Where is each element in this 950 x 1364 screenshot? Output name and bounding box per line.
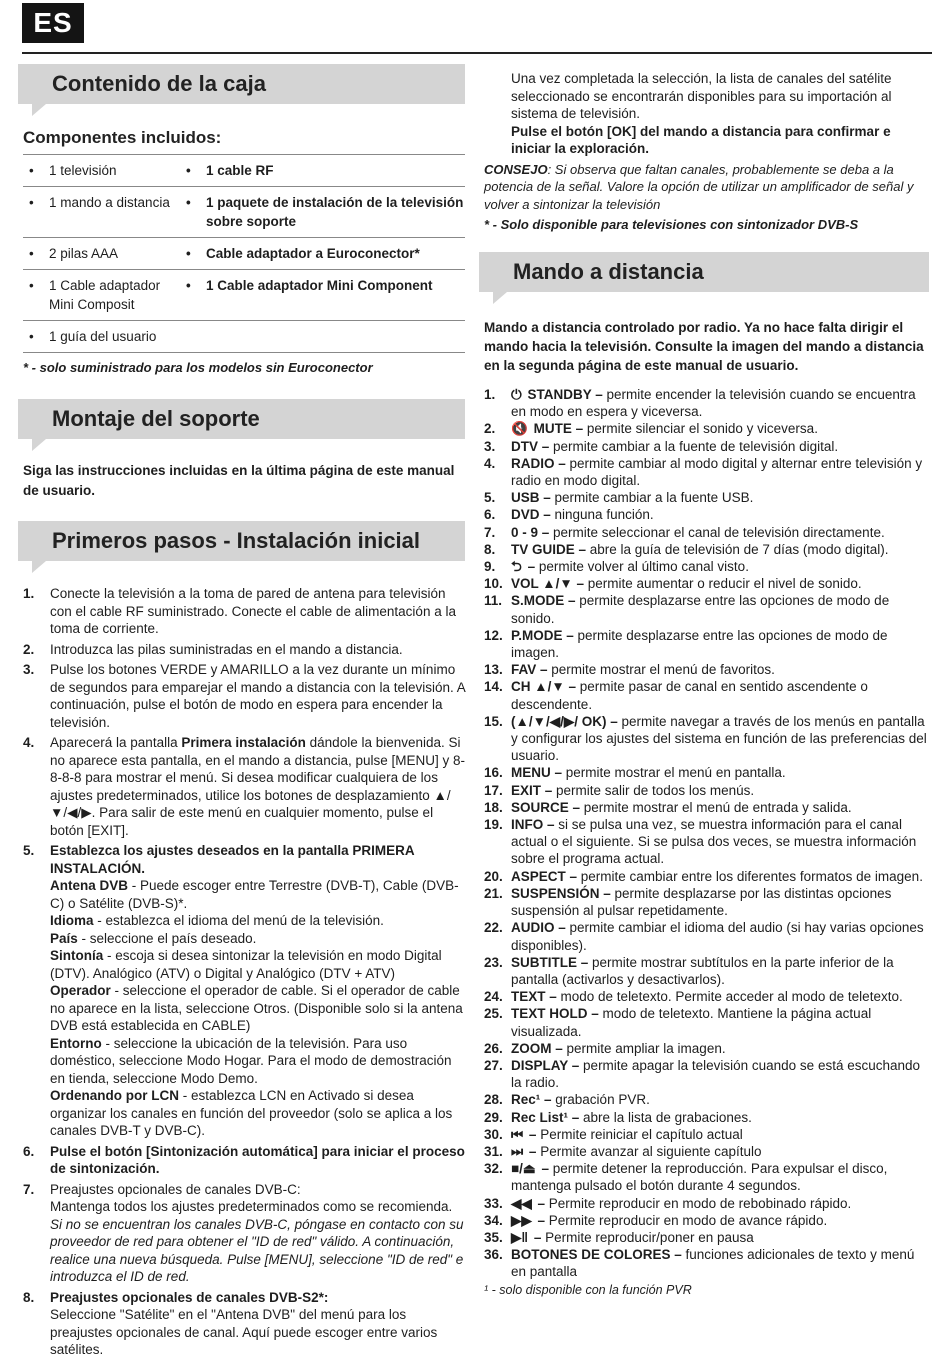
list-item <box>479 1091 929 1108</box>
list-item: 7. Preajustes opcionales de canales DVB-C: Mantenga todos los ajustes predeterminados como se recomienda. Si no se encuentran los canales DVB-C, póngase en contacto con su proveedor de red para obtener el "ID de red" válido. A continuación, realice una nueva búsqueda. Pulse [MENU], seleccione "ID de red" e introduzca el ID de red. <box>23 1181 464 1284</box>
button-description: permite desplazarse entre las opciones de modo de sonido. <box>511 593 890 626</box>
button-label: – <box>528 1143 537 1159</box>
satellite-continued-text: Una vez completada la selección, la lista de canales del satélite seleccionado se encontrarán disponibles para su importación al sistema de televisión. <box>511 71 892 121</box>
components-footnote: * - solo suministrado para los modelos sin Euroconector <box>23 360 373 375</box>
item-number: 36. <box>484 1247 503 1263</box>
button-label: ZOOM – <box>511 1040 563 1056</box>
button-description: permite desplazarse por las distintas opciones suspensión al pulsar repetidamente. <box>511 885 892 919</box>
item-number: 2. <box>484 421 496 437</box>
remote-button-list <box>479 386 929 1281</box>
list-item: 4. Aparecerá la pantalla Primera instalación dándole la bienvenida. Si no aparece esta pantalla, en el mando a distancia, pulse [MENU] y 8-8-8-8 para mostrar el menú. Si desea modificar cualquiera de los ajustes predeterminados, utilice los botones de desplazamiento ▲/▼/◀/▶. Para salir de este menú en cualquier momento, pulse el botón [EXIT]. <box>23 735 465 838</box>
item-number: 20. <box>484 868 503 884</box>
remote-button-icon: ▶▶ <box>511 1212 532 1228</box>
list-item <box>479 1126 929 1143</box>
list-item <box>479 954 929 988</box>
item-number: 33. <box>484 1195 503 1211</box>
list-item <box>479 1195 929 1212</box>
button-label: VOL ▲/▼ – <box>511 576 584 592</box>
section-title: Primeros pasos - Instalación inicial <box>52 528 421 553</box>
remote-button-icon: 🔇 <box>511 421 528 437</box>
button-label: Rec List¹ – <box>511 1109 580 1125</box>
item-number: 18. <box>484 799 503 815</box>
item-number: 5. <box>484 490 496 506</box>
list-item: 8. Preajustes opcionales de canales DVB-S2*: Seleccione "Satélite" en el "Antena DVB" del menú para los preajustes opcionales de canal. Aquí puede escoger entre varios satélites. <box>23 1289 438 1357</box>
button-description: permite cambiar a la fuente USB. <box>550 490 754 506</box>
button-description: Permite avanzar al siguiente capítulo <box>536 1143 762 1159</box>
button-description: permite cambiar el idioma del audio (si hay varias opciones disponibles). <box>511 920 924 953</box>
item-number: 27. <box>484 1057 503 1073</box>
button-description: permite cambiar entre los diferentes formatos de imagen. <box>577 868 923 884</box>
button-description: grabación PVR. <box>551 1092 650 1108</box>
bullet-icon: • <box>29 246 34 261</box>
button-description: permite salir de todos los menús. <box>552 782 755 798</box>
list-item: 5. Establezca los ajustes deseados en la pantalla PRIMERA INSTALACIÓN. Antena DVB - Puede escoger entre Terrestre (DVB-T), Cable (DVB-C) o Satélite (DVB-S)*. Idioma - establezca el idioma del menú de la televisión. País - seleccione el país deseado. Sintonía - escoja si desea sintonizar la televisión en modo Digital (DTV). Analógico (ATV) o Digital y Analógico (DTV + ATV) Operador - seleccione el operador de cable. Si el operador de cable no aparece en la lista, seleccione Otros. (Disponible solo si la antena DVB está establecida en CABLE) Entorno - seleccione la ubicación de la televisión. Para uso doméstico, seleccione Modo Hogar. Para el modo de demostración en tienda, seleccione Modo Demo. Ordenando por LCN - establezca LCN en Activado si desea organizar los canales en función del proveedor (solo se aplica a los canales DVB-T y DVB-C). <box>23 843 463 1138</box>
item-number: 23. <box>484 954 503 970</box>
button-label: INFO – <box>511 817 555 833</box>
right-column <box>479 70 929 1297</box>
item-number: 4. <box>484 455 496 471</box>
section-banner-setup <box>18 521 465 561</box>
list-item <box>479 541 929 558</box>
section-banner-stand <box>18 399 465 439</box>
list-item <box>479 489 929 506</box>
list-item <box>479 661 929 678</box>
button-description: permite mostrar el menú en pantalla. <box>562 765 786 781</box>
button-description: permite mostrar subtítulos en la parte inferior de la pantalla (activarlos y desactivarlos). <box>511 954 894 987</box>
table-row: • 1 mando a distancia • 1 paquete de instalación de la televisión sobre soporte <box>23 187 465 238</box>
button-label: ASPECT – <box>511 868 578 884</box>
button-description: permite cambiar al modo digital y alternar entre televisión y radio en modo digital. <box>511 455 923 489</box>
list-item <box>479 524 929 541</box>
list-item <box>479 919 929 953</box>
list-item <box>479 678 929 712</box>
bullet-icon: • <box>29 329 34 344</box>
button-label: (▲/▼/◀/▶/ OK) – <box>511 713 618 729</box>
item-number: 22. <box>484 920 503 936</box>
item-number: 26. <box>484 1040 503 1056</box>
button-label: SOURCE – <box>511 799 581 815</box>
button-label: – <box>541 1161 549 1177</box>
list-item <box>479 438 929 455</box>
section-title: Contenido de la caja <box>52 71 266 96</box>
button-description: permite seleccionar el canal de televisión directamente. <box>549 524 885 540</box>
button-label: Rec¹ – <box>511 1092 552 1108</box>
list-item <box>479 1005 929 1039</box>
item-number: 16. <box>484 765 503 781</box>
button-label: AUDIO – <box>511 920 566 936</box>
item-number: 3. <box>484 438 496 454</box>
button-description: permite detener la reproducción. Para expulsar el disco, mantenga pulsado el botón durante 4 segundos. <box>511 1161 888 1194</box>
button-description: ninguna función. <box>550 507 654 523</box>
remote-button-icon: ⏮ <box>511 1126 524 1142</box>
list-item <box>479 799 929 816</box>
button-label: 0 - 9 – <box>511 524 550 540</box>
confirm-scan-text: Pulse el botón [OK] del mando a distancia para confirmar e iniciar la exploración. <box>511 123 891 156</box>
button-description: permite pasar de canal en sentido ascendente o descendente. <box>511 679 868 712</box>
item-number: 8. <box>484 541 496 557</box>
table-row: • 1 televisión • 1 cable RF <box>23 155 465 187</box>
list-item <box>479 1109 929 1126</box>
button-label: – <box>537 1212 546 1228</box>
button-description: permite mostrar el menú de entrada y salida. <box>580 799 852 815</box>
button-label: – <box>528 1126 537 1142</box>
button-description: permite apagar la televisión cuando se está escuchando la radio. <box>511 1057 921 1091</box>
bullet-icon: • <box>186 195 191 210</box>
item-number: 35. <box>484 1229 503 1245</box>
remote-button-icon: ⏭ <box>511 1143 524 1159</box>
list-item <box>479 782 929 799</box>
remote-button-icon: ⮌ <box>511 559 522 575</box>
list-item <box>479 1246 929 1280</box>
button-label: DVD – <box>511 507 551 523</box>
remote-button-icon: ■/⏏ <box>511 1161 536 1177</box>
item-number: 9. <box>484 559 496 575</box>
section-banner-box-contents <box>18 64 465 104</box>
tip-block: CONSEJO: Si observa que faltan canales, probablemente se deba a la potencia de la señal. Valore la opción de utilizar un amplificador de señal y volver a sintonizar la televisión <box>484 161 914 212</box>
button-description: Permite reproducir en modo de rebobinado rápido. <box>545 1195 852 1211</box>
list-item <box>479 455 929 489</box>
list-item: 1. Conecte la televisión a la toma de pared de antena para televisión con el cable RF suministrado. Conecte el cable de alimentación a la toma de corriente. <box>23 586 456 636</box>
item-number: 14. <box>484 679 503 695</box>
button-label: P.MODE – <box>511 627 574 643</box>
list-item <box>479 558 929 575</box>
table-row: • 2 pilas AAA • Cable adaptador a Euroconector* <box>23 238 465 270</box>
button-label: BOTONES DE COLORES – <box>511 1247 682 1263</box>
item-number: 13. <box>484 662 503 678</box>
list-item <box>479 627 929 661</box>
button-description: permite ampliar la imagen. <box>562 1040 726 1056</box>
item-number: 7. <box>484 524 496 540</box>
language-badge: ES <box>22 3 84 43</box>
item-number: 28. <box>484 1092 503 1108</box>
item-number: 34. <box>484 1212 503 1228</box>
list-item <box>479 506 929 523</box>
button-description: permite silenciar el sonido y viceversa. <box>583 421 818 437</box>
dvbs-note: * - Solo disponible para televisiones con sintonizador DVB-S <box>484 217 859 232</box>
bullet-icon: • <box>29 195 34 210</box>
bullet-icon: • <box>29 163 34 178</box>
button-label: SUSPENSIÓN – <box>511 885 611 901</box>
remote-button-icon: ◀◀ <box>511 1195 532 1211</box>
remote-intro: Mando a distancia controlado por radio. Ya no hace falta dirigir el mando hacia la televisión. Consulte la imagen del mando a distancia en la segunda página de este manual de usuario. <box>484 320 924 373</box>
remote-button-icon: ⏻ <box>511 387 522 402</box>
list-item <box>479 1040 929 1057</box>
button-label: TEXT – <box>511 989 557 1005</box>
list-item <box>479 988 929 1005</box>
list-item <box>479 713 929 765</box>
button-description: permite cambiar a la fuente de televisión digital. <box>549 438 839 454</box>
item-number: 15. <box>484 713 503 729</box>
button-label: STANDBY – <box>527 387 603 402</box>
button-label: MENU – <box>511 765 563 781</box>
button-description: funciones adicionales de texto y menú en pantalla <box>511 1247 915 1280</box>
item-number: 24. <box>484 989 503 1005</box>
button-description: Permite reiniciar el capítulo actual <box>536 1126 743 1142</box>
button-description: permite volver al último canal visto. <box>535 559 749 575</box>
list-item <box>479 1057 929 1091</box>
button-label: FAV – <box>511 662 548 678</box>
button-description: permite navegar a través de los menús en pantalla y configurar los ajustes del sistema en función de las preferencias del usuario. <box>511 713 927 764</box>
remote-button-icon: ▶‖ <box>511 1229 529 1245</box>
item-number: 29. <box>484 1109 503 1125</box>
bullet-icon: • <box>29 278 34 293</box>
item-number: 11. <box>484 593 503 609</box>
item-number: 1. <box>484 387 496 402</box>
button-description: abre la lista de grabaciones. <box>579 1109 752 1125</box>
list-item <box>479 885 929 919</box>
button-description: Permite reproducir en modo de avance rápido. <box>545 1212 828 1228</box>
section-title: Mando a distancia <box>513 259 704 284</box>
list-item <box>479 575 929 592</box>
list-item: 3. Pulse los botones VERDE y AMARILLO a la vez durante un mínimo de segundos para emparejar el mando a distancia con la televisión. A continuación, pulse el botón de modo en espera para encender la televisión. <box>23 662 466 730</box>
button-description: si se pulsa una vez, se muestra información para el canal actual o el siguiente. Si se pulsa dos veces, se muestra información sobre el programa actual. <box>511 817 917 867</box>
stand-instructions: Siga las instrucciones incluidas en la última página de este manual de usuario. <box>23 463 455 498</box>
item-number: 6. <box>484 507 496 523</box>
list-item <box>479 1229 929 1246</box>
button-label: S.MODE – <box>511 593 576 609</box>
button-label: SUBTITLE – <box>511 954 589 970</box>
list-item <box>479 592 929 626</box>
components-table <box>23 154 465 353</box>
item-number: 12. <box>484 627 503 643</box>
item-number: 10. <box>484 576 503 592</box>
item-number: 19. <box>484 817 503 833</box>
button-label: – <box>533 1229 542 1245</box>
button-description: Permite reproducir/poner en pausa <box>541 1229 754 1245</box>
item-number: 32. <box>484 1161 503 1177</box>
list-item: 2. Introduzca las pilas suministradas en el mando a distancia. <box>23 641 403 657</box>
list-item <box>479 868 929 885</box>
button-label: EXIT – <box>511 782 553 798</box>
top-divider <box>22 52 932 54</box>
components-heading: Componentes incluidos: <box>23 128 222 147</box>
item-number: 31. <box>484 1143 503 1159</box>
button-description: permite encender la televisión cuando se encuentra en modo en espera y viceversa. <box>511 387 916 420</box>
setup-steps <box>18 585 465 1359</box>
item-number: 21. <box>484 885 503 901</box>
list-item <box>479 1143 929 1160</box>
table-row: • 1 Cable adaptador Mini Composit • 1 Cable adaptador Mini Component <box>23 270 465 321</box>
button-label: – <box>537 1195 546 1211</box>
button-label: MUTE – <box>533 421 584 437</box>
table-row: • 1 guía del usuario <box>23 321 465 353</box>
button-description: modo de teletexto. Permite acceder al modo de teletexto. <box>556 989 903 1005</box>
button-description: permite aumentar o reducir el nivel de sonido. <box>584 576 862 592</box>
button-label: TEXT HOLD – <box>511 1006 599 1022</box>
button-description: abre la guía de televisión de 7 días (modo digital). <box>586 541 889 557</box>
section-title: Montaje del soporte <box>52 406 260 431</box>
button-label: DISPLAY – <box>511 1057 580 1073</box>
button-label: RADIO – <box>511 455 566 471</box>
bullet-icon: • <box>186 246 191 261</box>
list-item: 6. Pulse el botón [Sintonización automática] para iniciar el proceso de sintonización. <box>23 1143 465 1176</box>
section-banner-remote <box>479 252 929 292</box>
list-item <box>479 1160 929 1194</box>
button-label: DTV – <box>511 438 550 454</box>
list-item <box>479 386 929 420</box>
bullet-icon: • <box>186 278 191 293</box>
item-number: 17. <box>484 782 503 798</box>
button-label: USB – <box>511 490 551 506</box>
button-description: modo de teletexto. Mantiene la página actual visualizada. <box>511 1006 872 1039</box>
pvr-footnote: ¹ - solo disponible con la función PVR <box>484 1282 692 1297</box>
list-item <box>479 816 929 868</box>
list-item <box>479 764 929 781</box>
button-label: – <box>527 559 536 575</box>
left-column <box>18 64 465 1362</box>
bullet-icon: • <box>186 163 191 178</box>
list-item <box>479 420 929 437</box>
list-item <box>479 1212 929 1229</box>
item-number: 25. <box>484 1006 503 1022</box>
button-label: CH ▲/▼ – <box>511 679 576 695</box>
button-label: TV GUIDE – <box>511 541 587 557</box>
button-description: permite mostrar el menú de favoritos. <box>547 662 775 678</box>
item-number: 30. <box>484 1126 503 1142</box>
button-description: permite desplazarse entre las opciones de modo de imagen. <box>511 627 888 661</box>
